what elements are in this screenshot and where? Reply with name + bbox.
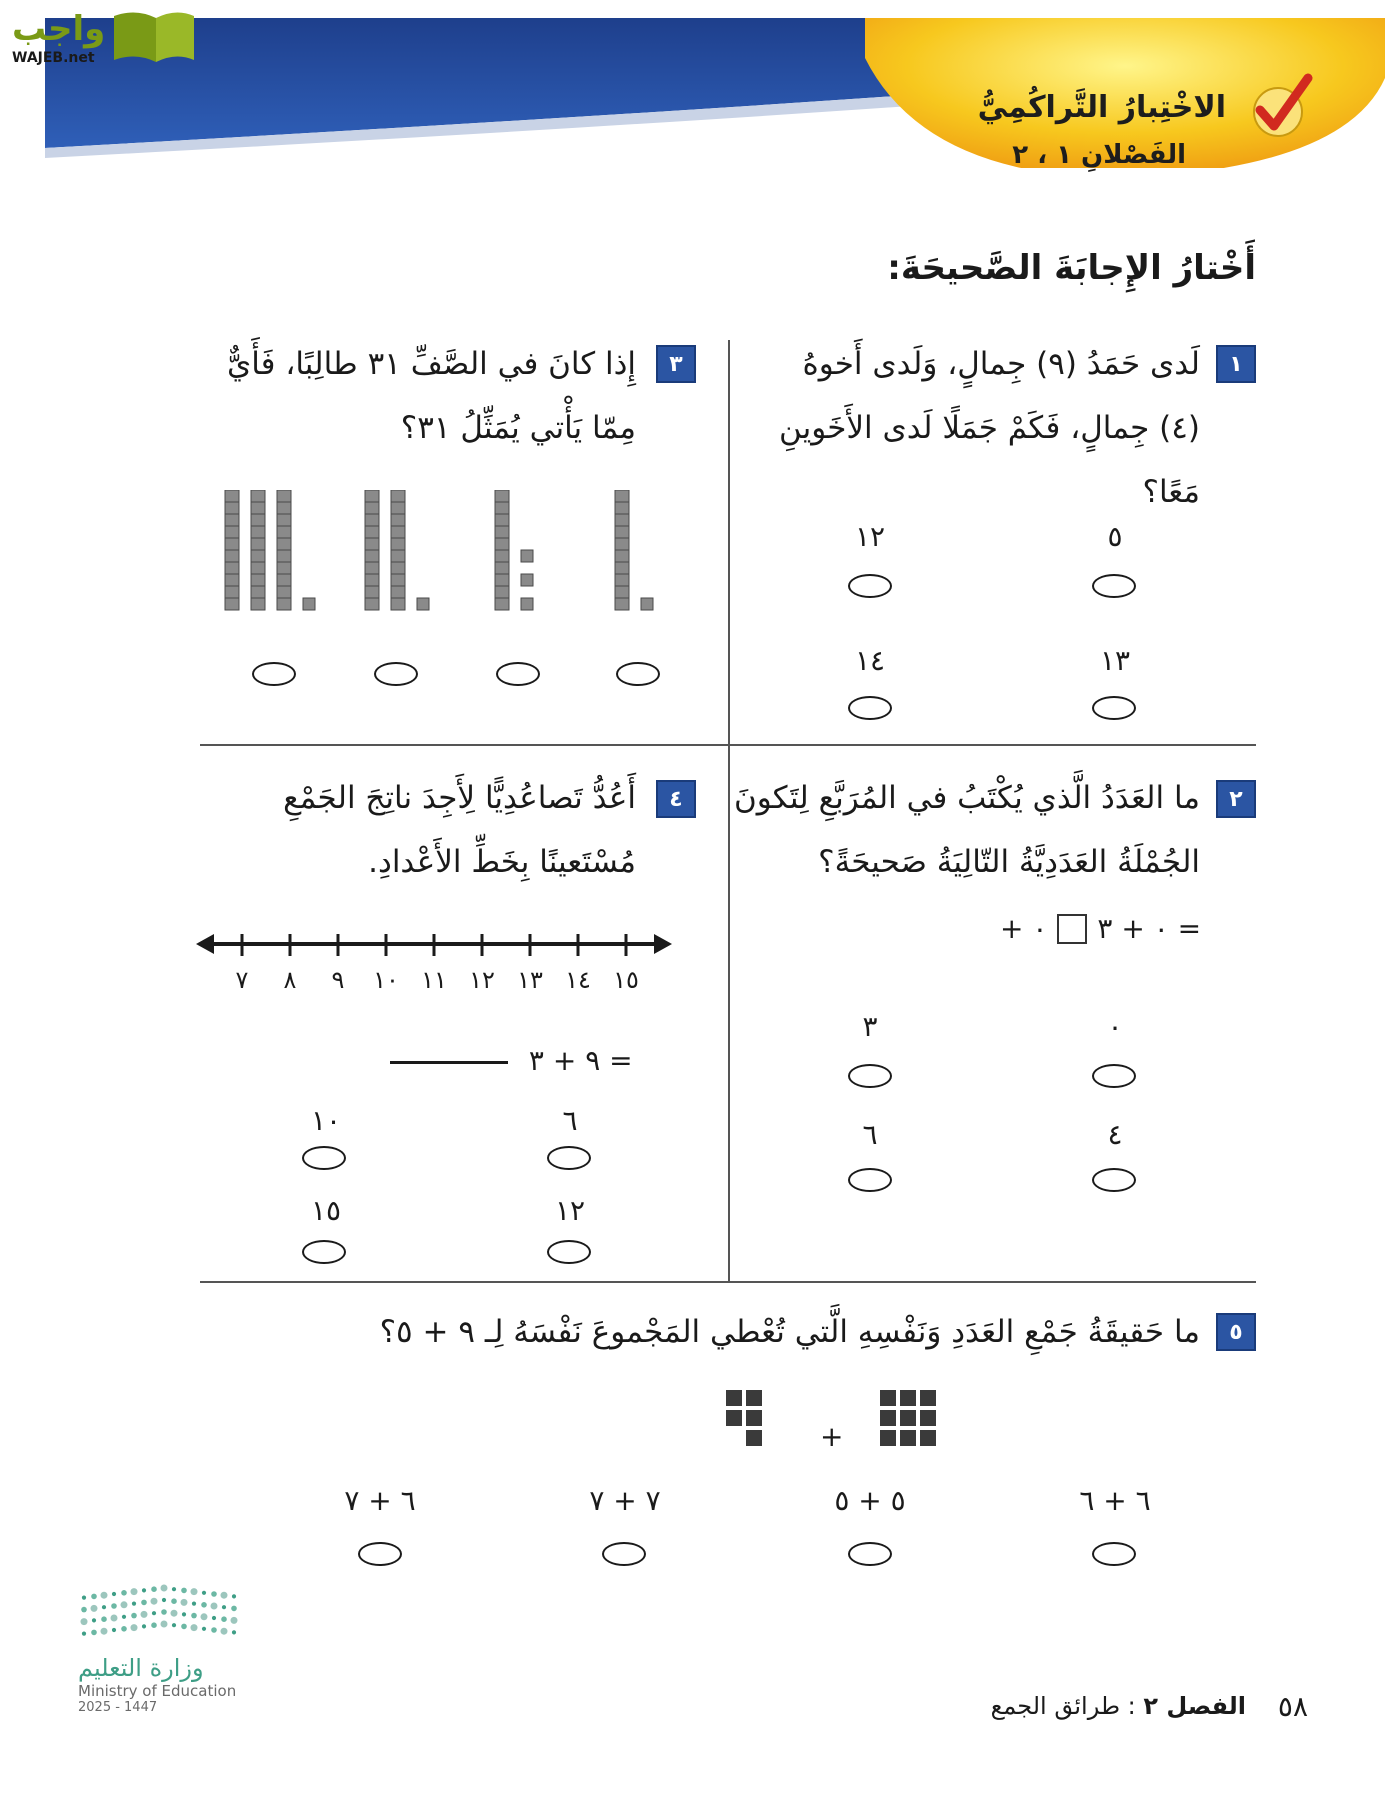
number-line-label: ١٤ xyxy=(565,966,591,994)
tens-rod xyxy=(615,490,629,610)
checkmark-icon xyxy=(1246,72,1316,142)
tens-rod xyxy=(277,490,291,610)
q1-option-label: ١٢ xyxy=(854,520,886,553)
q4-option-label: ١٠ xyxy=(310,1104,342,1137)
q5-dot-blocks xyxy=(720,1390,950,1452)
question-number-3: ٣ xyxy=(656,345,696,383)
wajeb-logo xyxy=(6,4,196,68)
tens-rod xyxy=(391,490,405,610)
tens-rod xyxy=(251,490,265,610)
q3-option-bubble[interactable] xyxy=(252,662,296,686)
svg-text:واجب: واجب xyxy=(12,9,106,49)
q1-option-label: ٥ xyxy=(1107,520,1123,553)
q4-equation xyxy=(390,1044,633,1077)
q2-option-label: ٤ xyxy=(1107,1118,1123,1151)
nine-squares xyxy=(880,1390,936,1446)
number-line-label: ٨ xyxy=(283,966,297,994)
question-number-4: ٤ xyxy=(656,780,696,818)
q2-equation xyxy=(1000,912,1201,945)
tens-rod xyxy=(365,490,379,610)
footer-chapter-title: : طرائق الجمع xyxy=(990,1692,1136,1720)
q4-option-bubble[interactable] xyxy=(547,1240,591,1264)
question-4-line-2: مُسْتَعينًا بِخَطِّ الأَعْدادِ. xyxy=(368,844,636,880)
q4-option-bubble[interactable] xyxy=(302,1240,346,1264)
question-2-line-1: ما العَدَدُ الَّذي يُكْتَبُ في المُرَبَّعِ لِتَكونَ xyxy=(734,780,1200,816)
ministry-name-ar: وزارة التعليم xyxy=(78,1654,204,1682)
question-number-2: ٢ xyxy=(1216,780,1256,818)
ones-cube xyxy=(641,598,653,610)
q1-option-bubble[interactable] xyxy=(1092,574,1136,598)
base-ten-blocks xyxy=(220,490,670,620)
q5-option-label: ٦ + ٧ xyxy=(344,1484,416,1517)
q1-option-bubble[interactable] xyxy=(848,574,892,598)
q5-option-bubble[interactable] xyxy=(1092,1542,1136,1566)
number-line-label: ١٥ xyxy=(613,966,639,994)
question-2-line-2: الجُمْلَةُ العَدَدِيَّةُ التّالِيَةُ صَحيحَةً؟ xyxy=(818,844,1200,880)
book-logo-icon xyxy=(6,4,196,68)
question-1-text xyxy=(740,332,1200,524)
q1-option-label: ١٣ xyxy=(1099,644,1131,677)
q2-option-label: ٣ xyxy=(862,1010,878,1043)
page-number: ٥٨ xyxy=(1277,1690,1308,1723)
q4-option-label: ١٢ xyxy=(554,1194,586,1227)
q1-option-bubble[interactable] xyxy=(848,696,892,720)
q4-option-label: ٦ xyxy=(562,1104,578,1137)
svg-text:WAJEB.net: WAJEB.net xyxy=(12,50,95,66)
ministry-year: 2025 - 1447 xyxy=(78,1700,158,1715)
ones-cube xyxy=(521,574,533,586)
block-group xyxy=(225,490,315,610)
question-number-1: ١ xyxy=(1216,345,1256,383)
question-1-line-1: لَدى حَمَدُ (٩) جِمالٍ، وَلَدى أَخوهُ xyxy=(802,346,1200,382)
q2-option-bubble[interactable] xyxy=(1092,1168,1136,1192)
block-group xyxy=(365,490,429,610)
q3-option-bubble[interactable] xyxy=(616,662,660,686)
question-3-text xyxy=(176,332,636,460)
question-4-text xyxy=(176,766,636,894)
block-group xyxy=(615,490,653,610)
q5-plus-sign: + xyxy=(820,1420,844,1452)
ministry-name-en: Ministry of Education xyxy=(78,1682,237,1700)
q1-option-label: ١٤ xyxy=(854,644,886,677)
ministry-dots-icon xyxy=(78,1580,248,1650)
ones-cube xyxy=(521,598,533,610)
q4-equation-text: ٩ + ٣ = xyxy=(528,1044,633,1077)
footer-chapter xyxy=(991,1692,1246,1720)
header-subtitle: الفَصْلانِ ١ ، ٢ xyxy=(1012,140,1186,170)
grid-divider-horizontal-bottom xyxy=(200,1281,1256,1283)
q5-option-bubble[interactable] xyxy=(848,1542,892,1566)
q4-option-bubble[interactable] xyxy=(302,1146,346,1170)
q2-equation-left: ٠ + ٣ = xyxy=(1097,912,1202,945)
q5-option-label: ٥ + ٥ xyxy=(834,1484,906,1517)
q2-option-bubble[interactable] xyxy=(1092,1064,1136,1088)
question-number-5: ٥ xyxy=(1216,1313,1256,1351)
q2-option-label: ٠ xyxy=(1107,1010,1123,1043)
q2-option-bubble[interactable] xyxy=(848,1168,892,1192)
arrow-right-icon xyxy=(654,934,672,954)
question-5-text: ما حَقيقَةُ جَمْعِ العَدَدِ وَنَفْسِهِ الَّتي تُعْطي المَجْموعَ نَفْسَهُ لِـ ٩ + ٥؟ xyxy=(379,1314,1200,1350)
question-3-line-2: مِمّا يَأْتي يُمَثِّلُ ٣١؟ xyxy=(400,410,636,446)
q4-answer-blank[interactable] xyxy=(390,1061,508,1064)
number-line-label: ١٢ xyxy=(469,966,495,994)
question-3-line-1: إِذا كانَ في الصَّفِّ ٣١ طالِبًا، فَأَيٌّ xyxy=(226,346,636,382)
question-1-line-2: (٤) جِمالٍ، فَكَمْ جَمَلًا لَدى الأَخَوينِ xyxy=(778,410,1200,446)
ones-cube xyxy=(303,598,315,610)
arrow-left-icon xyxy=(196,934,214,954)
five-squares xyxy=(726,1390,762,1446)
footer-chapter-num: الفصل ٢ xyxy=(1143,1692,1246,1720)
question-4-line-1: أَعُدُّ تَصاعُدِيًّا لِأَجِدَ ناتِجَ الجَمْعِ xyxy=(283,780,636,816)
q1-option-bubble[interactable] xyxy=(1092,696,1136,720)
number-line-label: ١٠ xyxy=(373,966,399,994)
ones-cube xyxy=(521,550,533,562)
grid-divider-horizontal xyxy=(200,744,1256,746)
q4-option-bubble[interactable] xyxy=(547,1146,591,1170)
ones-cube xyxy=(417,598,429,610)
q4-option-label: ١٥ xyxy=(310,1194,342,1227)
q2-option-label: ٦ xyxy=(862,1118,878,1151)
ministry-logo xyxy=(78,1580,258,1740)
q2-option-bubble[interactable] xyxy=(848,1064,892,1088)
q5-option-bubble[interactable] xyxy=(358,1542,402,1566)
header-title: الاخْتِبارُ التَّراكُمِيُّ xyxy=(977,90,1226,125)
question-2-text xyxy=(720,766,1200,894)
tens-rod xyxy=(225,490,239,610)
block-group xyxy=(495,490,533,610)
instruction: أَخْتارُ الإِجابَةَ الصَّحيحَةَ: xyxy=(887,248,1256,288)
q2-answer-box[interactable] xyxy=(1057,914,1087,944)
q5-option-label: ٧ + ٧ xyxy=(589,1484,661,1517)
q5-option-label: ٦ + ٦ xyxy=(1079,1484,1151,1517)
number-line-label: ١٣ xyxy=(517,966,543,994)
number-line-label: ٩ xyxy=(331,966,345,994)
question-1-line-3: مَعًا؟ xyxy=(1142,474,1200,510)
number-line-label: ٧ xyxy=(235,966,249,994)
q5-option-bubble[interactable] xyxy=(602,1542,646,1566)
tens-rod xyxy=(495,490,509,610)
number-line-label: ١١ xyxy=(421,966,447,994)
q3-option-bubble[interactable] xyxy=(374,662,418,686)
number-line xyxy=(196,930,672,1010)
q2-equation-right: + ٠ xyxy=(1000,912,1048,945)
q3-option-bubble[interactable] xyxy=(496,662,540,686)
